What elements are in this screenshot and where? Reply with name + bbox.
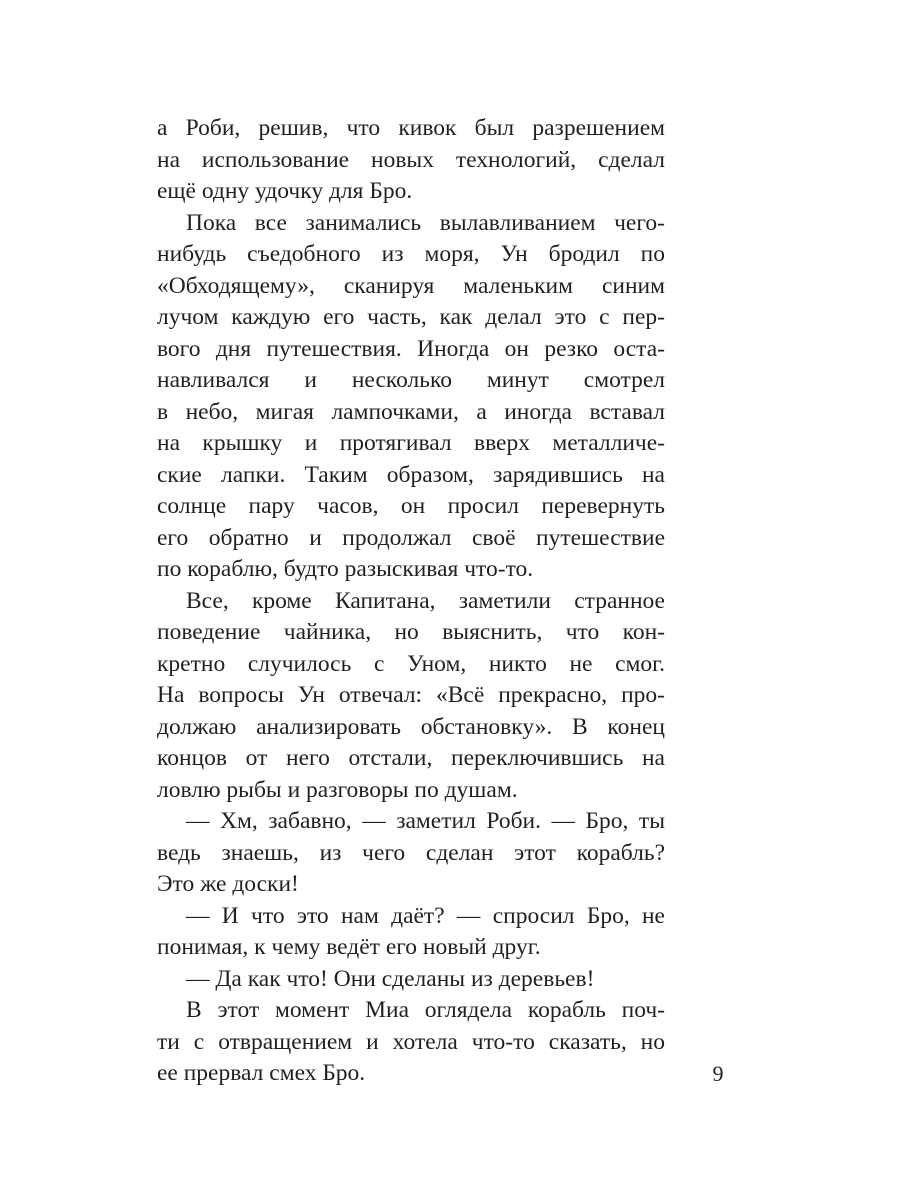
text-line: его обратно и продолжал своё путешествие [157,524,665,551]
text-line: — Да как что! Они сделаны из деревьев! [186,965,595,992]
text-line: навливался и несколько минут смотрел [157,367,665,393]
text-line: ти с отвращением и хотела что-то сказать, но [157,1028,665,1055]
text-line: ещё одну удочку для Бро. [157,178,413,204]
text-line: Все, кроме Капитана, заметили странное [186,587,665,614]
text-line: а Роби, решив, что кивок был разрешением [157,115,665,141]
text-line: Пока все занимались вылавливанием чего- [186,209,665,236]
text-line: солнце пару часов, он просил перевернуть [157,493,665,519]
text-line: «Обходящему», сканируя маленьким синим [157,272,665,299]
text-line: по кораблю, будто разыскивая что-то. [157,556,534,582]
page-number: 9 [712,1061,724,1086]
text-line: ведь знаешь, из чего сделан этот корабль? [157,839,665,866]
text-line: В этот момент Миа оглядела корабль поч- [186,997,665,1023]
text-line: кретно случилось с Уном, никто не смог. [157,650,665,677]
text-line: нибудь съедобного из моря, Ун бродил по [157,241,665,267]
text-line: На вопросы Ун отвечал: «Всё прекрасно, про- [157,682,665,708]
text-line: понимая, к чему ведёт его новый друг. [157,934,541,960]
text-line: ловлю рыбы и разговоры по душам. [157,776,518,803]
text-line: ее прервал смех Бро. [157,1060,366,1086]
text-line: на крышку и протягивал вверх металличе- [157,430,665,456]
body-text [157,113,665,1090]
text-line: — Хм, забавно, — заметил Роби. — Бро, ты [186,808,665,834]
text-line: должаю анализировать обстановку». В конец [157,713,665,740]
text-line: — И что это нам даёт? — спросил Бро, не [186,902,665,929]
text-line: в небо, мигая лампочками, а иногда вставал [157,398,665,425]
text-line: на использование новых технологий, сделал [157,146,665,173]
text-line: лучом каждую его часть, как делал это с пер- [157,304,665,330]
text-line: ские лапки. Таким образом, зарядившись на [157,461,665,488]
text-line: поведение чайника, но выяснить, что кон- [157,619,665,645]
text-line: Это же доски! [157,871,299,897]
text-line: вого дня путешествия. Иногда он резко оста- [157,335,665,362]
text-line: концов от него отстали, переключившись на [157,745,665,771]
